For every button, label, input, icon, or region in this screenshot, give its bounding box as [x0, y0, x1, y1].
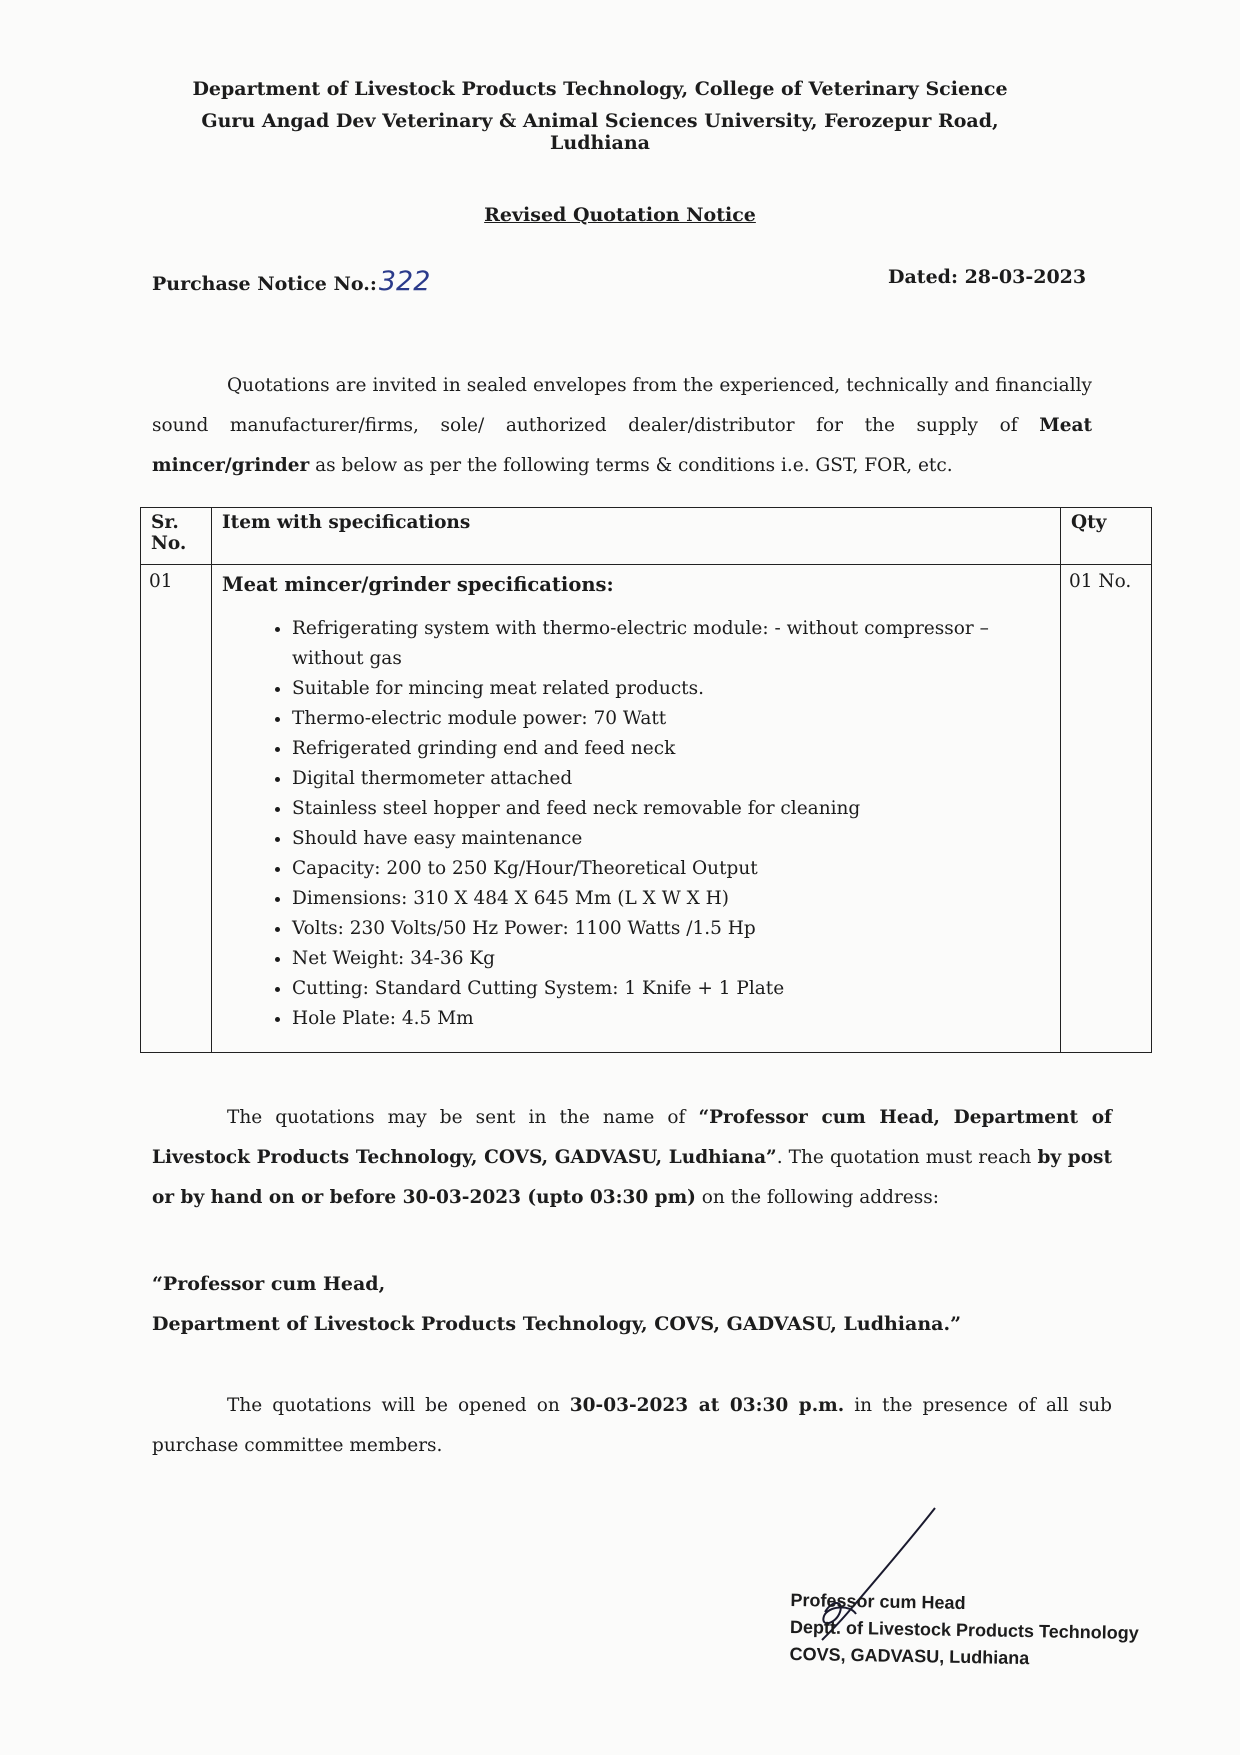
spec-item: • Dimensions: 310 X 484 X 645 Mm (L X W X H) — [292, 884, 1050, 914]
dated-label: Dated: — [888, 266, 958, 288]
handwritten-notice-number: 322 — [378, 266, 431, 297]
intro-item-name: Meat mincer/grinder — [152, 415, 1092, 476]
row-item-title: Meat mincer/grinder specifications: — [222, 573, 614, 596]
header-line-1: Department of Livestock Products Technology, College of Veterinary Science — [192, 78, 1008, 100]
spec-item: • Thermo-electric module power: 70 Watt — [292, 704, 1050, 734]
spec-item: • Cutting: Standard Cutting System: 1 Knife + 1 Plate — [292, 974, 1050, 1004]
spec-item: • Volts: 230 Volts/50 Hz Power: 1100 Watts /1.5 Hp — [292, 914, 1050, 944]
spec-item: • Capacity: 200 to 250 Kg/Hour/Theoretical Output — [292, 854, 1050, 884]
submission-addressee: “Professor cum Head, Department of Livestock Products Technology, COVS, GADVASU, Ludhiana” — [152, 1107, 1112, 1168]
spec-item: • Refrigerated grinding end and feed neck — [292, 734, 1050, 764]
address-line-1: “Professor cum Head, — [152, 1273, 386, 1295]
address-line-2: Department of Livestock Products Technology, COVS, GADVASU, Ludhiana.” — [152, 1313, 961, 1335]
row-item-cell — [212, 565, 1061, 1053]
header-line-2: Guru Angad Dev Veterinary & Animal Sciences University, Ferozepur Road, Ludhiana — [201, 110, 999, 154]
opening-date: 30-03-2023 at 03:30 p.m. — [569, 1395, 845, 1416]
header-item: Item with specifications — [212, 508, 1061, 565]
header-sr-no: Sr. No. — [141, 508, 212, 565]
intro-text-a: Quotations are invited in sealed envelopes from the experienced, technically and financially sound manufacturer/firms, sole/ authorized dealer/distributor for the supply of — [152, 375, 1092, 436]
spec-item: • Digital thermometer attached — [292, 764, 1050, 794]
signature-block — [789, 1587, 1139, 1674]
signature-line-1: Professor cum Head — [790, 1589, 966, 1614]
intro-text-b: as below as per the following terms & conditions i.e. GST, FOR, etc. — [309, 455, 953, 476]
opening-paragraph — [152, 1386, 1112, 1466]
table-row — [141, 565, 1152, 1053]
submission-text-b: . The quotation must reach — [776, 1147, 1038, 1168]
purchase-notice-number — [152, 266, 430, 297]
spec-item: • Suitable for mincing meat related products. — [292, 674, 1050, 704]
signature-line-2: Deptt. of Livestock Products Technology — [789, 1616, 1139, 1644]
spec-item: • Net Weight: 34-36 Kg — [292, 944, 1050, 974]
opening-text-a: The quotations will be opened on — [227, 1395, 570, 1416]
submission-text-c: on the following address: — [695, 1187, 939, 1208]
submission-text-a: The quotations may be sent in the name of — [227, 1107, 699, 1128]
opening-text-b: in the presence of all sub purchase committee members. — [152, 1395, 1113, 1456]
dated-value: 28-03-2023 — [964, 266, 1087, 288]
signature-line-3: COVS, GADVASU, Ludhiana — [789, 1643, 1030, 1669]
row-sr-no: 01 — [141, 565, 212, 1053]
specification-table — [140, 507, 1152, 1053]
notice-date — [888, 266, 1086, 288]
row-qty: 01 No. — [1061, 565, 1152, 1053]
notice-title: Revised Quotation Notice — [484, 204, 756, 226]
address-block — [152, 1264, 961, 1344]
purchase-notice-label: Purchase Notice No.: — [152, 273, 377, 295]
spec-item: • Stainless steel hopper and feed neck removable for cleaning — [292, 794, 1050, 824]
submission-deadline: by post or by hand on or before 30-03-2023 (upto 03:30 pm) — [152, 1147, 1112, 1208]
spec-item: • Hole Plate: 4.5 Mm — [292, 1004, 1050, 1034]
header-qty: Qty — [1061, 508, 1152, 565]
submission-paragraph — [152, 1098, 1112, 1218]
spec-list — [222, 614, 1050, 1034]
spec-item: • Refrigerating system with thermo-electric module: - without compressor – without gas — [292, 614, 1050, 674]
table-header-row — [141, 508, 1152, 565]
intro-paragraph — [152, 366, 1092, 486]
spec-item: • Should have easy maintenance — [292, 824, 1050, 854]
